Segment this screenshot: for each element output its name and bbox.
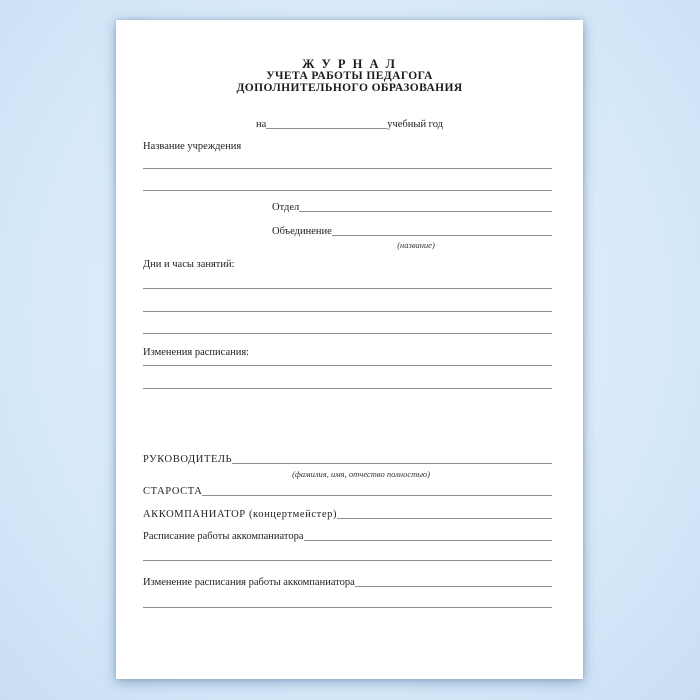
journal-cover-page (116, 20, 583, 679)
association-hint: (название) (397, 240, 435, 250)
accompanist-row (143, 507, 552, 521)
accompanist-schedule-blank-line (304, 540, 552, 541)
academic-year-prefix: на (255, 119, 267, 130)
journal-title-line3: ДОПОЛНИТЕЛЬНОГО ОБРАЗОВАНИЯ (236, 82, 463, 94)
institution-blank-line-1 (143, 168, 552, 169)
accompanist-schedule-label: Расписание работы аккомпаниатора (143, 531, 304, 542)
monitor-blank-line (202, 495, 552, 496)
days-hours-label: Дни и часы занятий: (143, 259, 235, 270)
schedule-changes-blank-line-2 (143, 388, 552, 389)
accompanist-label: АККОМПАНИАТОР (концертмейстер) (143, 509, 338, 520)
days-hours-blank-line-3 (143, 333, 552, 334)
accompanist-schedule-blank-line-2 (143, 560, 552, 561)
journal-title-line1: Ж У Р Н А Л (302, 57, 397, 71)
accompanist-schedule-change-row (143, 575, 552, 589)
academic-year-row (116, 117, 583, 131)
accompanist-schedule-change-blank-line-2 (143, 607, 552, 608)
days-hours-blank-line-2 (143, 311, 552, 312)
academic-year-blank-line (266, 128, 387, 129)
academic-year-suffix: учебный год (387, 119, 444, 130)
association-blank-line (332, 235, 552, 236)
journal-title-line2: УЧЕТА РАБОТЫ ПЕДАГОГА (266, 70, 433, 82)
association-label: Объединение (272, 226, 332, 237)
association-row (272, 224, 552, 238)
head-hint: (фамилия, имя, отчество полностью) (292, 469, 430, 479)
accompanist-schedule-row (143, 529, 552, 543)
accompanist-schedule-change-label: Изменение расписания работы аккомпаниатора (143, 577, 355, 588)
department-row (272, 200, 552, 214)
days-hours-blank-line-1 (143, 288, 552, 289)
monitor-label: СТАРОСТА (143, 486, 203, 497)
institution-blank-line-2 (143, 190, 552, 191)
department-label: Отдел (272, 202, 300, 213)
institution-label: Название учреждения (143, 141, 242, 152)
head-label: РУКОВОДИТЕЛЬ (143, 454, 233, 465)
schedule-changes-blank-line-1 (143, 365, 552, 366)
accompanist-blank-line (337, 518, 552, 519)
head-blank-line (232, 463, 552, 464)
monitor-row (143, 484, 552, 498)
accompanist-schedule-change-blank-line (355, 586, 552, 587)
head-row (143, 452, 552, 466)
schedule-changes-label: Изменения расписания: (143, 347, 250, 358)
department-blank-line (299, 211, 552, 212)
